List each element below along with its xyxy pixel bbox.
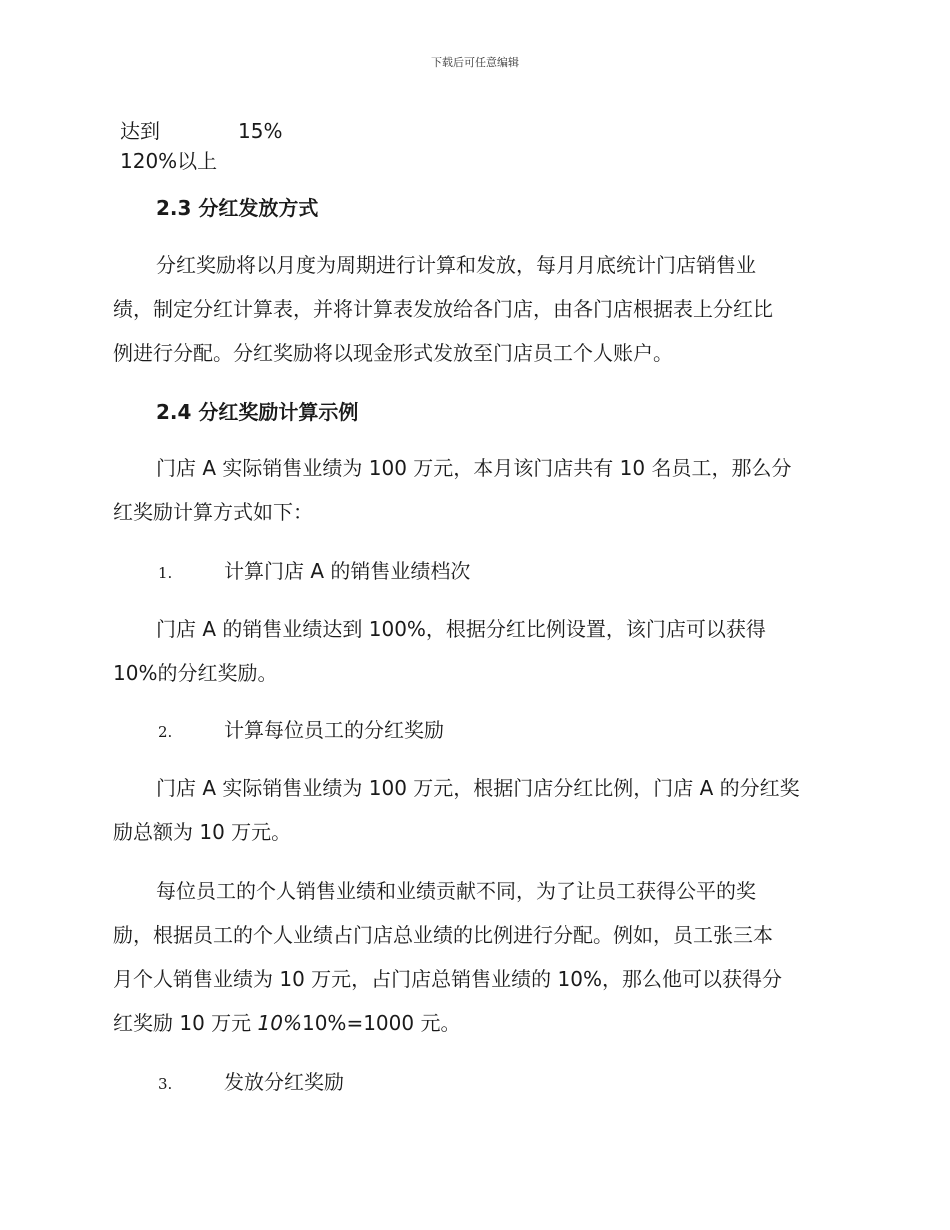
paragraph-line: 励总额为 10 万元。 <box>113 820 292 844</box>
step-title: 计算每位员工的分红奖励 <box>224 718 444 742</box>
paragraph-line: 绩，制定分红计算表，并将计算表发放给各门店，由各门店根据表上分红比 <box>113 297 773 321</box>
step-number: 2. <box>158 723 173 741</box>
formula-prefix: 红奖励 10 万元 <box>113 1011 258 1035</box>
formula-suffix: 10%=1000 元。 <box>301 1011 461 1035</box>
paragraph-line: 每位员工的个人销售业绩和业绩贡献不同，为了让员工获得公平的奖 <box>156 879 756 903</box>
step-number: 3. <box>158 1075 173 1093</box>
paragraph-line: 门店 A 实际销售业绩为 100 万元，本月该门店共有 10 名员工，那么分 <box>156 456 792 480</box>
paragraph-line: 门店 A 的销售业绩达到 100%，根据分红比例设置，该门店可以获得 <box>156 617 766 641</box>
paragraph-line: 门店 A 实际销售业绩为 100 万元，根据门店分红比例，门店 A 的分红奖 <box>156 776 800 800</box>
paragraph-line: 月个人销售业绩为 10 万元，占门店总销售业绩的 10%，那么他可以获得分 <box>113 967 782 991</box>
paragraph-line: 分红奖励将以月度为周期进行计算和发放，每月月底统计门店销售业 <box>156 253 756 277</box>
step-title: 发放分红奖励 <box>224 1070 344 1094</box>
table-cell-value: 15% <box>238 119 283 143</box>
step-number: 1. <box>158 564 173 582</box>
paragraph-line: 10%的分红奖励。 <box>113 661 278 685</box>
paragraph-line: 红奖励计算方式如下： <box>113 500 313 524</box>
page-header: 下载后可任意编辑 <box>431 56 519 69</box>
table-cell-label: 达到 <box>120 119 160 143</box>
section-heading-2-3: 2.3 分红发放方式 <box>156 196 319 220</box>
formula-italic: 10% <box>257 1011 302 1035</box>
section-heading-2-4: 2.4 分红奖励计算示例 <box>156 400 359 424</box>
table-cell-label-cont: 120%以上 <box>120 149 218 173</box>
paragraph-line: 励，根据员工的个人业绩占门店总业绩的比例进行分配。例如，员工张三本 <box>113 923 773 947</box>
step-title: 计算门店 A 的销售业绩档次 <box>224 559 471 583</box>
paragraph-line: 例进行分配。分红奖励将以现金形式发放至门店员工个人账户。 <box>113 341 673 365</box>
paragraph-line-formula <box>113 1009 460 1037</box>
